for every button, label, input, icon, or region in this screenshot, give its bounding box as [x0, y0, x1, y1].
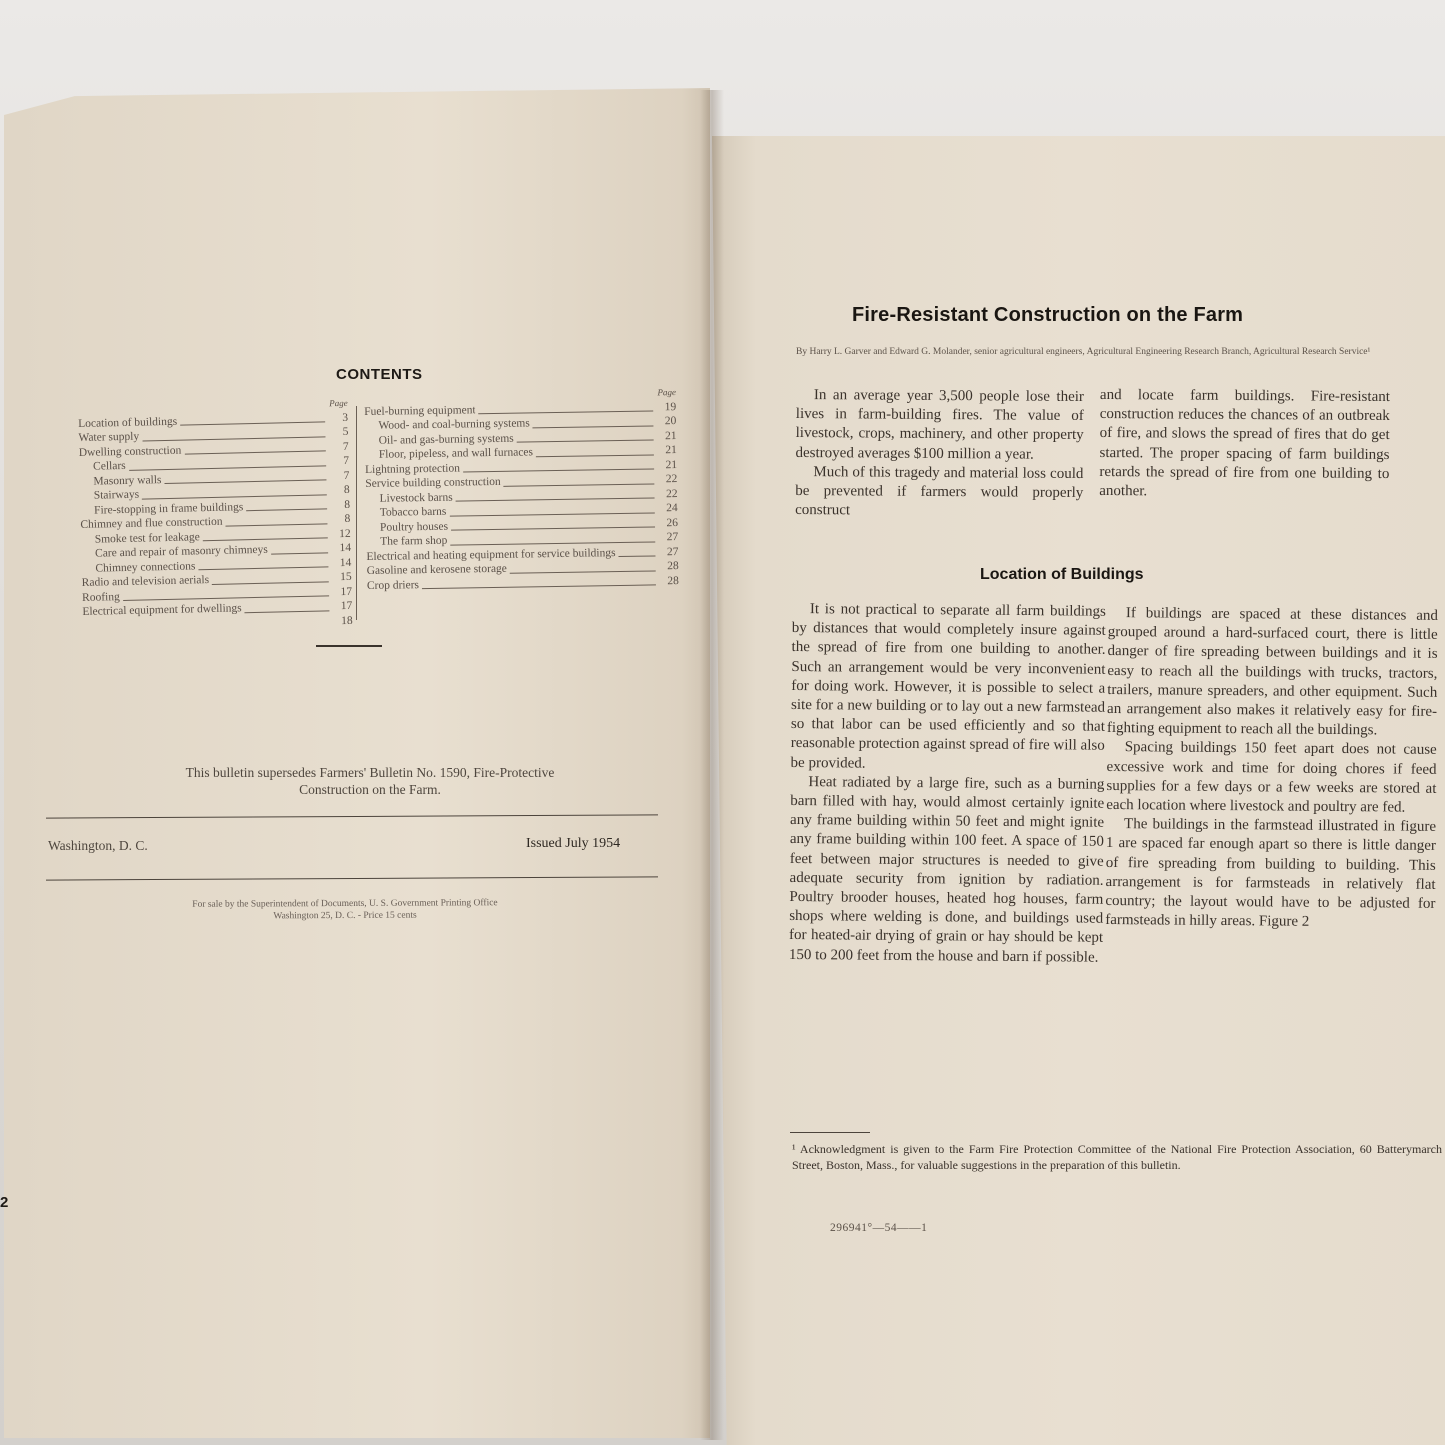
body-right-column	[1105, 604, 1438, 933]
paragraph: If buildings are spaced at these distances and grouped around a hard-surfaced court, there is little danger of fire spreading between buildings and it is easy to reach all the buildings with trucks, tractors, trailers, manure spreaders, and other equipment. Such an arrangement also makes it relatively easy for fire-fighting equipment to reach all the buildings.	[1106, 605, 1438, 739]
toc-entry-label: Stairways	[93, 488, 140, 502]
toc-entry-label: Tobacco barns	[379, 505, 447, 519]
toc-entry-label: Floor, pipeless, and wall furnaces	[378, 446, 534, 461]
supersede-line: Construction on the Farm.	[299, 782, 441, 797]
book-gutter	[700, 90, 724, 1440]
section-heading: Location of Buildings	[980, 566, 1144, 583]
toc-entry-page: 7	[343, 469, 350, 482]
toc-entry-page: 27	[666, 531, 679, 544]
toc-leader	[510, 570, 656, 573]
toc-divider	[356, 406, 357, 620]
toc-right-column	[364, 387, 679, 593]
toc-entry-page: 7	[343, 454, 350, 467]
footnote: ¹ Acknowledgment is given to the Farm Fire Protection Committee of the National Fire Protection Association, 60 Batterymarch Street, Boston, Mass., for valuable suggestions in the preparation of this bulletin.	[792, 1142, 1442, 1172]
supersede-notice	[110, 764, 630, 798]
toc-entry-label: Dwelling construction	[78, 444, 182, 459]
toc-entry-page: 14	[339, 556, 352, 569]
toc-entry-page: 12	[339, 527, 351, 540]
toc-entry-label: Electrical and heating equipment for service buildings	[366, 546, 616, 563]
toc-entry-page: 3	[342, 411, 349, 424]
for-sale-line: Washington 25, D. C. - Price 15 cents	[273, 910, 417, 922]
intro-right-column	[1099, 386, 1390, 503]
toc-entry-page: 14	[339, 541, 352, 555]
footnote-divider	[790, 1132, 870, 1133]
toc-entry-page: 17	[340, 599, 353, 613]
toc-entry-page: 20	[664, 415, 677, 428]
toc-entry-page: 22	[665, 473, 678, 486]
for-sale-line: For sale by the Superintendent of Documents, U. S. Government Printing Office	[192, 898, 498, 910]
paragraph: In an average year 3,500 people lose their lives in farm-building fires. The value of livestock, crops, machinery, and other property destroyed averages $100 million a year.	[795, 387, 1084, 463]
toc-entry-label: Service building construction	[365, 475, 501, 490]
toc-entry-page: 8	[344, 498, 351, 511]
paragraph: Spacing buildings 150 feet apart does not cause excessive work and time for doing chores if feed supplies for a few days or a few weeks are stored at each location where livestock and poultry are fed.	[1106, 739, 1437, 816]
toc-leader	[246, 508, 327, 511]
toc-entry-page: 8	[344, 512, 351, 525]
toc-entry-page: 19	[664, 400, 677, 413]
toc-entry-label: Chimney and flue construction	[80, 515, 223, 531]
toc-leader	[517, 439, 654, 442]
toc-entry-label: Wood- and coal-burning systems	[378, 417, 530, 432]
toc-leader	[504, 483, 655, 486]
toc-page-header: Page	[657, 387, 676, 398]
supersede-line: This bulletin supersedes Farmers' Bulletin No. 1590, Fire-Protective	[185, 765, 555, 780]
paragraph: It is not practical to separate all farm buildings by distances that would completely insure against the spread of fire from one building to another. Such an arrangement would be very inconvenient for doing work. However, it is possible to select a site for a new building or to lay out a new farmstead so that labor can be used efficiently and so that reasonable protection against spread of fire will also be provided.	[790, 601, 1106, 772]
intro-left-column	[795, 386, 1084, 522]
paragraph: Much of this tragedy and material loss could be prevented if farmers would properly construct	[795, 463, 1084, 519]
toc-entry-label: Crop driers	[366, 578, 420, 592]
toc-entry-label: The farm shop	[380, 534, 448, 548]
for-sale-notice	[120, 897, 570, 923]
byline: By Harry L. Garver and Edward G. Molander, senior agricultural engineers, Agricultural Engineering Research Branch, Agricultural Research Service¹	[796, 347, 1371, 357]
toc-leader	[479, 410, 654, 414]
left-page	[4, 88, 710, 1438]
toc-entry-label: Chimney connections	[95, 559, 196, 575]
toc-leader	[212, 581, 329, 585]
toc-entry-label: Radio and television aerials	[81, 574, 210, 589]
toc-entry-page: 22	[665, 487, 678, 500]
toc-entry-label: Livestock barns	[379, 491, 453, 505]
toc-entry-label: Gasoline and kerosene storage	[366, 562, 507, 577]
toc-entry-page: 28	[667, 574, 679, 587]
publication-location: Washington, D. C.	[48, 838, 148, 853]
toc-entry-page: 27	[666, 545, 679, 558]
toc-leader	[245, 610, 330, 613]
toc-left-column	[77, 397, 353, 634]
toc-entry-page: 5	[342, 425, 349, 438]
toc-entry-label: Lightning protection	[364, 462, 461, 476]
toc-entry-label: Cellars	[92, 459, 126, 473]
toc-entry-label: Masonry walls	[93, 473, 162, 488]
toc-leader	[198, 566, 328, 570]
toc-leader	[226, 523, 328, 526]
toc-entry-label: Care and repair of masonry chimneys	[94, 543, 268, 560]
toc-entry-label: Water supply	[78, 430, 140, 444]
toc-leader	[422, 584, 656, 589]
article-title: Fire-Resistant Construction on the Farm	[852, 304, 1244, 326]
paragraph: The buildings in the farmstead illustrated in figure 1 are spaced far enough apart so there is little danger of fire spreading from building to building. This arrangement is for farmsteads in relatively flat country; the layout would have to be adjusted for farmsteads in hilly areas. Figure 2	[1105, 816, 1437, 931]
toc-entry-label: Fire-stopping in frame buildings	[93, 500, 244, 517]
print-code: 296941°—54——1	[830, 1222, 928, 1234]
toc-entry-label: Smoke test for leakage	[94, 530, 200, 546]
toc-entry-page: 26	[666, 516, 679, 529]
toc-entry-label: Oil- and gas-burning systems	[378, 432, 514, 447]
toc-leader	[533, 425, 654, 428]
body-left-column	[789, 600, 1106, 968]
toc-entry-label: Location of buildings	[77, 415, 178, 430]
toc-entry-label: Electrical equipment for dwellings	[82, 602, 242, 618]
contents-title: CONTENTS	[336, 366, 423, 383]
toc-leader	[619, 555, 656, 557]
toc-entry-page: 17	[340, 585, 353, 598]
toc-page-header: Page	[329, 397, 348, 409]
divider	[316, 645, 382, 647]
toc-leader	[536, 454, 654, 457]
toc-entry-page: 21	[665, 429, 677, 442]
toc-leader	[271, 552, 328, 554]
paragraph: Heat radiated by a large fire, such as a burning barn filled with hay, would almost certainly ignite any frame building within 50 feet and might ignite any frame building within 100 feet. A space of 150 feet between major structures is needed to give adequate security from ignition by radiation. Poultry brooder houses, heated hog houses, farm shops where welding is done, and buildings used for heated-air drying of grain or hay should be kept 150 to 200 feet from the house and barn if possible.	[788, 773, 1105, 966]
page-number: 2	[0, 1194, 9, 1211]
toc-entry-page: 7	[342, 440, 349, 453]
toc-entry-page: 28	[667, 560, 679, 573]
toc-entry-label: Fuel-burning equipment	[364, 403, 476, 418]
toc-entry-page: 21	[665, 458, 678, 471]
paragraph: and locate farm buildings. Fire-resistant construction reduces the chances of an outbreak of fire, and slows the spread of fires that do get started. The proper spacing of farm buildings retards the spread of fire from one building to another.	[1099, 386, 1390, 500]
toc-entry-label: Poultry houses	[379, 520, 449, 534]
toc-entry-label: Roofing	[81, 590, 120, 604]
toc-leader	[203, 537, 328, 541]
issue-date: Issued July 1954	[526, 836, 621, 851]
toc-leader	[463, 468, 654, 472]
toc-entry-page: 21	[665, 444, 677, 457]
toc-entry-page: 24	[666, 502, 678, 515]
toc-entry-page: 18	[341, 614, 353, 627]
toc-entry-page: 8	[343, 483, 350, 496]
toc-entry-page: 15	[340, 570, 352, 584]
